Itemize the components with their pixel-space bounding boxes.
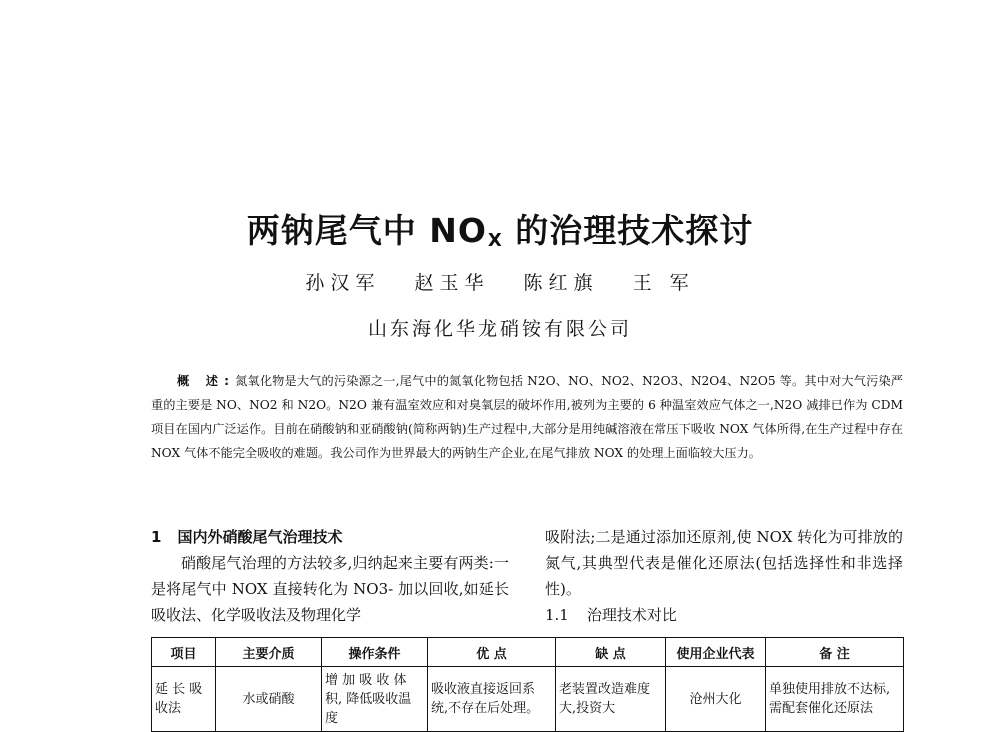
table-cell: 单独使用排放不达标,需配套催化还原法 [766, 667, 904, 732]
table-cell: 吸收液直接返回系统,不存在后处理。 [428, 667, 556, 732]
author: 赵玉华 [414, 272, 490, 294]
table-row [152, 667, 904, 732]
table-header: 使用企业代表 [666, 638, 766, 667]
table-header: 优 点 [428, 638, 556, 667]
right-column [545, 524, 903, 628]
table-cell: 增 加 吸 收 体 积, 降低吸收温度 [322, 667, 428, 732]
table-cell: 延 长 吸 收法 [152, 667, 216, 732]
body-paragraph: 硝酸尾气治理的方法较多,归纳起来主要有两类:一是将尾气中 NOX 直接转化为 NO3- 加以回收,如延长吸收法、化学吸收法及物理化学 [151, 554, 509, 624]
subsection-heading: 1.1 治理技术对比 [545, 606, 677, 624]
abstract-label: 概 述: [177, 374, 235, 388]
body-paragraph: 吸附法;二是通过添加还原剂,使 NOX 转化为可排放的氮气,其典型代表是催化还原法(包括选择性和非选择性)。 [545, 528, 903, 598]
affiliation: 山东海化华龙硝铵有限公司 [367, 318, 632, 340]
table-header: 操作条件 [322, 638, 428, 667]
author-list [0, 268, 1000, 295]
left-column [151, 524, 509, 628]
author: 陈红旗 [523, 272, 599, 294]
table-header: 主要介质 [216, 638, 322, 667]
author: 孙汉军 [305, 272, 381, 294]
table-header: 备 注 [766, 638, 904, 667]
section-heading: 1 国内外硝酸尾气治理技术 [151, 528, 343, 546]
comparison-table [151, 637, 904, 732]
table-cell: 老装置改造难度大,投资大 [556, 667, 666, 732]
table-cell: 水或硝酸 [216, 667, 322, 732]
abstract-text: 氮氧化物是大气的污染源之一,尾气中的氮氧化物包括 N2O、NO、NO2、N2O3、N2O4、N2O5 等。其中对大气污染严重的主要是 NO、NO2 和 N2O。N2O 兼有温室效应和对臭氧层的破坏作用,被列为主要的 6 种温室效应气体之一,N2O 减排已作为 CDM 项目在国内广泛运作。目前在硝酸钠和亚硝酸钠(简称两钠)生产过程中,大部分是用纯碱溶液在常压下吸收 NOX 气体所得,在生产过程中存在 NOX 气体不能完全吸收的难题。我公司作为世界最大的两钠生产企业,在尾气排放 NOX 的处理上面临较大压力。 [151, 374, 903, 460]
author: 王 军 [632, 272, 695, 294]
table-header: 缺 点 [556, 638, 666, 667]
paper-title: 两钠尾气中 $NO_X$ 的治理技术探讨 [246, 211, 754, 251]
table-header-row [152, 638, 904, 667]
table-header: 项目 [152, 638, 216, 667]
table-cell: 沧州大化 [666, 667, 766, 732]
abstract [151, 369, 903, 465]
